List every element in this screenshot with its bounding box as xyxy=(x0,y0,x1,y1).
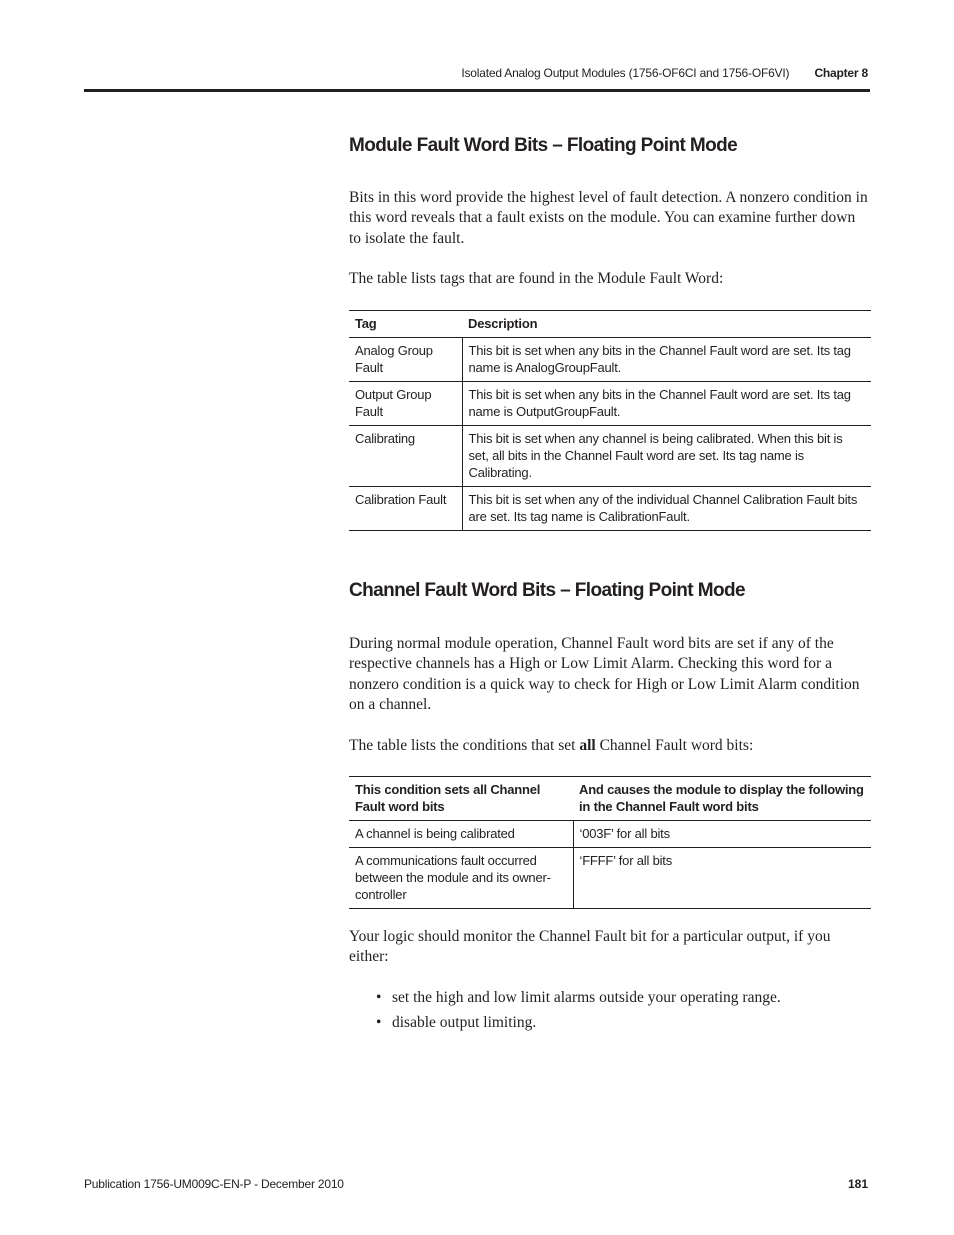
section1-paragraph-1: Bits in this word provide the highest level of fault detection. A nonzero condition in this word reveals that a fault exists on the module. You can examine further down to isolate the fault. xyxy=(349,189,868,247)
table-cell-condition: A communications fault occurred between the module and its owner-controller xyxy=(349,848,573,909)
table-row xyxy=(349,821,871,848)
table-row xyxy=(349,848,871,909)
footer-page-number: 181 xyxy=(847,1177,868,1191)
header-title: Isolated Analog Output Modules (1756-OF6CI and 1756-OF6VI) xyxy=(461,66,790,80)
table-cell-description: This bit is set when any of the individual Channel Calibration Fault bits are set. Its tag name is CalibrationFault. xyxy=(462,487,871,531)
table-header-condition: This condition sets all Channel Fault word bits xyxy=(349,777,573,821)
table-cell-description: This bit is set when any bits in the Channel Fault word are set. Its tag name is OutputGroupFault. xyxy=(462,382,871,426)
table-cell-tag: Output Group Fault xyxy=(349,382,462,426)
section1-paragraph-2: The table lists tags that are found in the Module Fault Word: xyxy=(349,270,724,287)
section2-paragraph-3: Your logic should monitor the Channel Fault bit for a particular output, if you either: xyxy=(349,928,831,966)
running-header xyxy=(461,66,868,80)
table-cell-tag: Calibration Fault xyxy=(349,487,462,531)
table-row xyxy=(349,487,871,531)
bullet-icon: • xyxy=(376,1014,382,1031)
table-cell-tag: Analog Group Fault xyxy=(349,338,462,382)
section-heading-module-fault: Module Fault Word Bits – Floating Point Mode xyxy=(349,135,738,156)
bullet-list xyxy=(376,988,781,1038)
section2-paragraph-2: The table lists the conditions that set all Channel Fault word bits: xyxy=(349,737,754,754)
table-row xyxy=(349,338,871,382)
list-item: • set the high and low limit alarms outside your operating range. xyxy=(376,989,781,1006)
table-cell-display: ‘FFFF’ for all bits xyxy=(573,848,871,909)
table-cell-display: ‘003F’ for all bits xyxy=(573,821,871,848)
header-chapter: Chapter 8 xyxy=(814,66,868,80)
table-row xyxy=(349,426,871,487)
header-rule xyxy=(84,89,870,92)
section2-paragraph-1: During normal module operation, Channel Fault word bits are set if any of the respective channels has a High or Low Limit Alarm. Checking this word for a nonzero condition is a quick way to check for High or Low Limit Alarm condition on a channel. xyxy=(349,635,860,714)
table-header-display: And causes the module to display the following in the Channel Fault word bits xyxy=(573,777,871,821)
table-cell-description: This bit is set when any channel is being calibrated. When this bit is set, all bits in the Channel Fault word are set. Its tag name is Calibrating. xyxy=(462,426,871,487)
table-cell-description: This bit is set when any bits in the Channel Fault word are set. Its tag name is AnalogGroupFault. xyxy=(462,338,871,382)
table-cell-tag: Calibrating xyxy=(349,426,462,487)
table-row xyxy=(349,382,871,426)
list-item: • disable output limiting. xyxy=(376,1014,537,1031)
footer-publication: Publication 1756-UM009C-EN-P - December 2010 xyxy=(84,1177,344,1191)
channel-fault-table xyxy=(349,776,871,909)
table-cell-condition: A channel is being calibrated xyxy=(349,821,573,848)
table-header-description: Description xyxy=(462,311,871,338)
table-header-tag: Tag xyxy=(349,311,462,338)
section-heading-channel-fault: Channel Fault Word Bits – Floating Point Mode xyxy=(349,580,745,601)
module-fault-table xyxy=(349,310,871,531)
bullet-icon: • xyxy=(376,989,382,1006)
